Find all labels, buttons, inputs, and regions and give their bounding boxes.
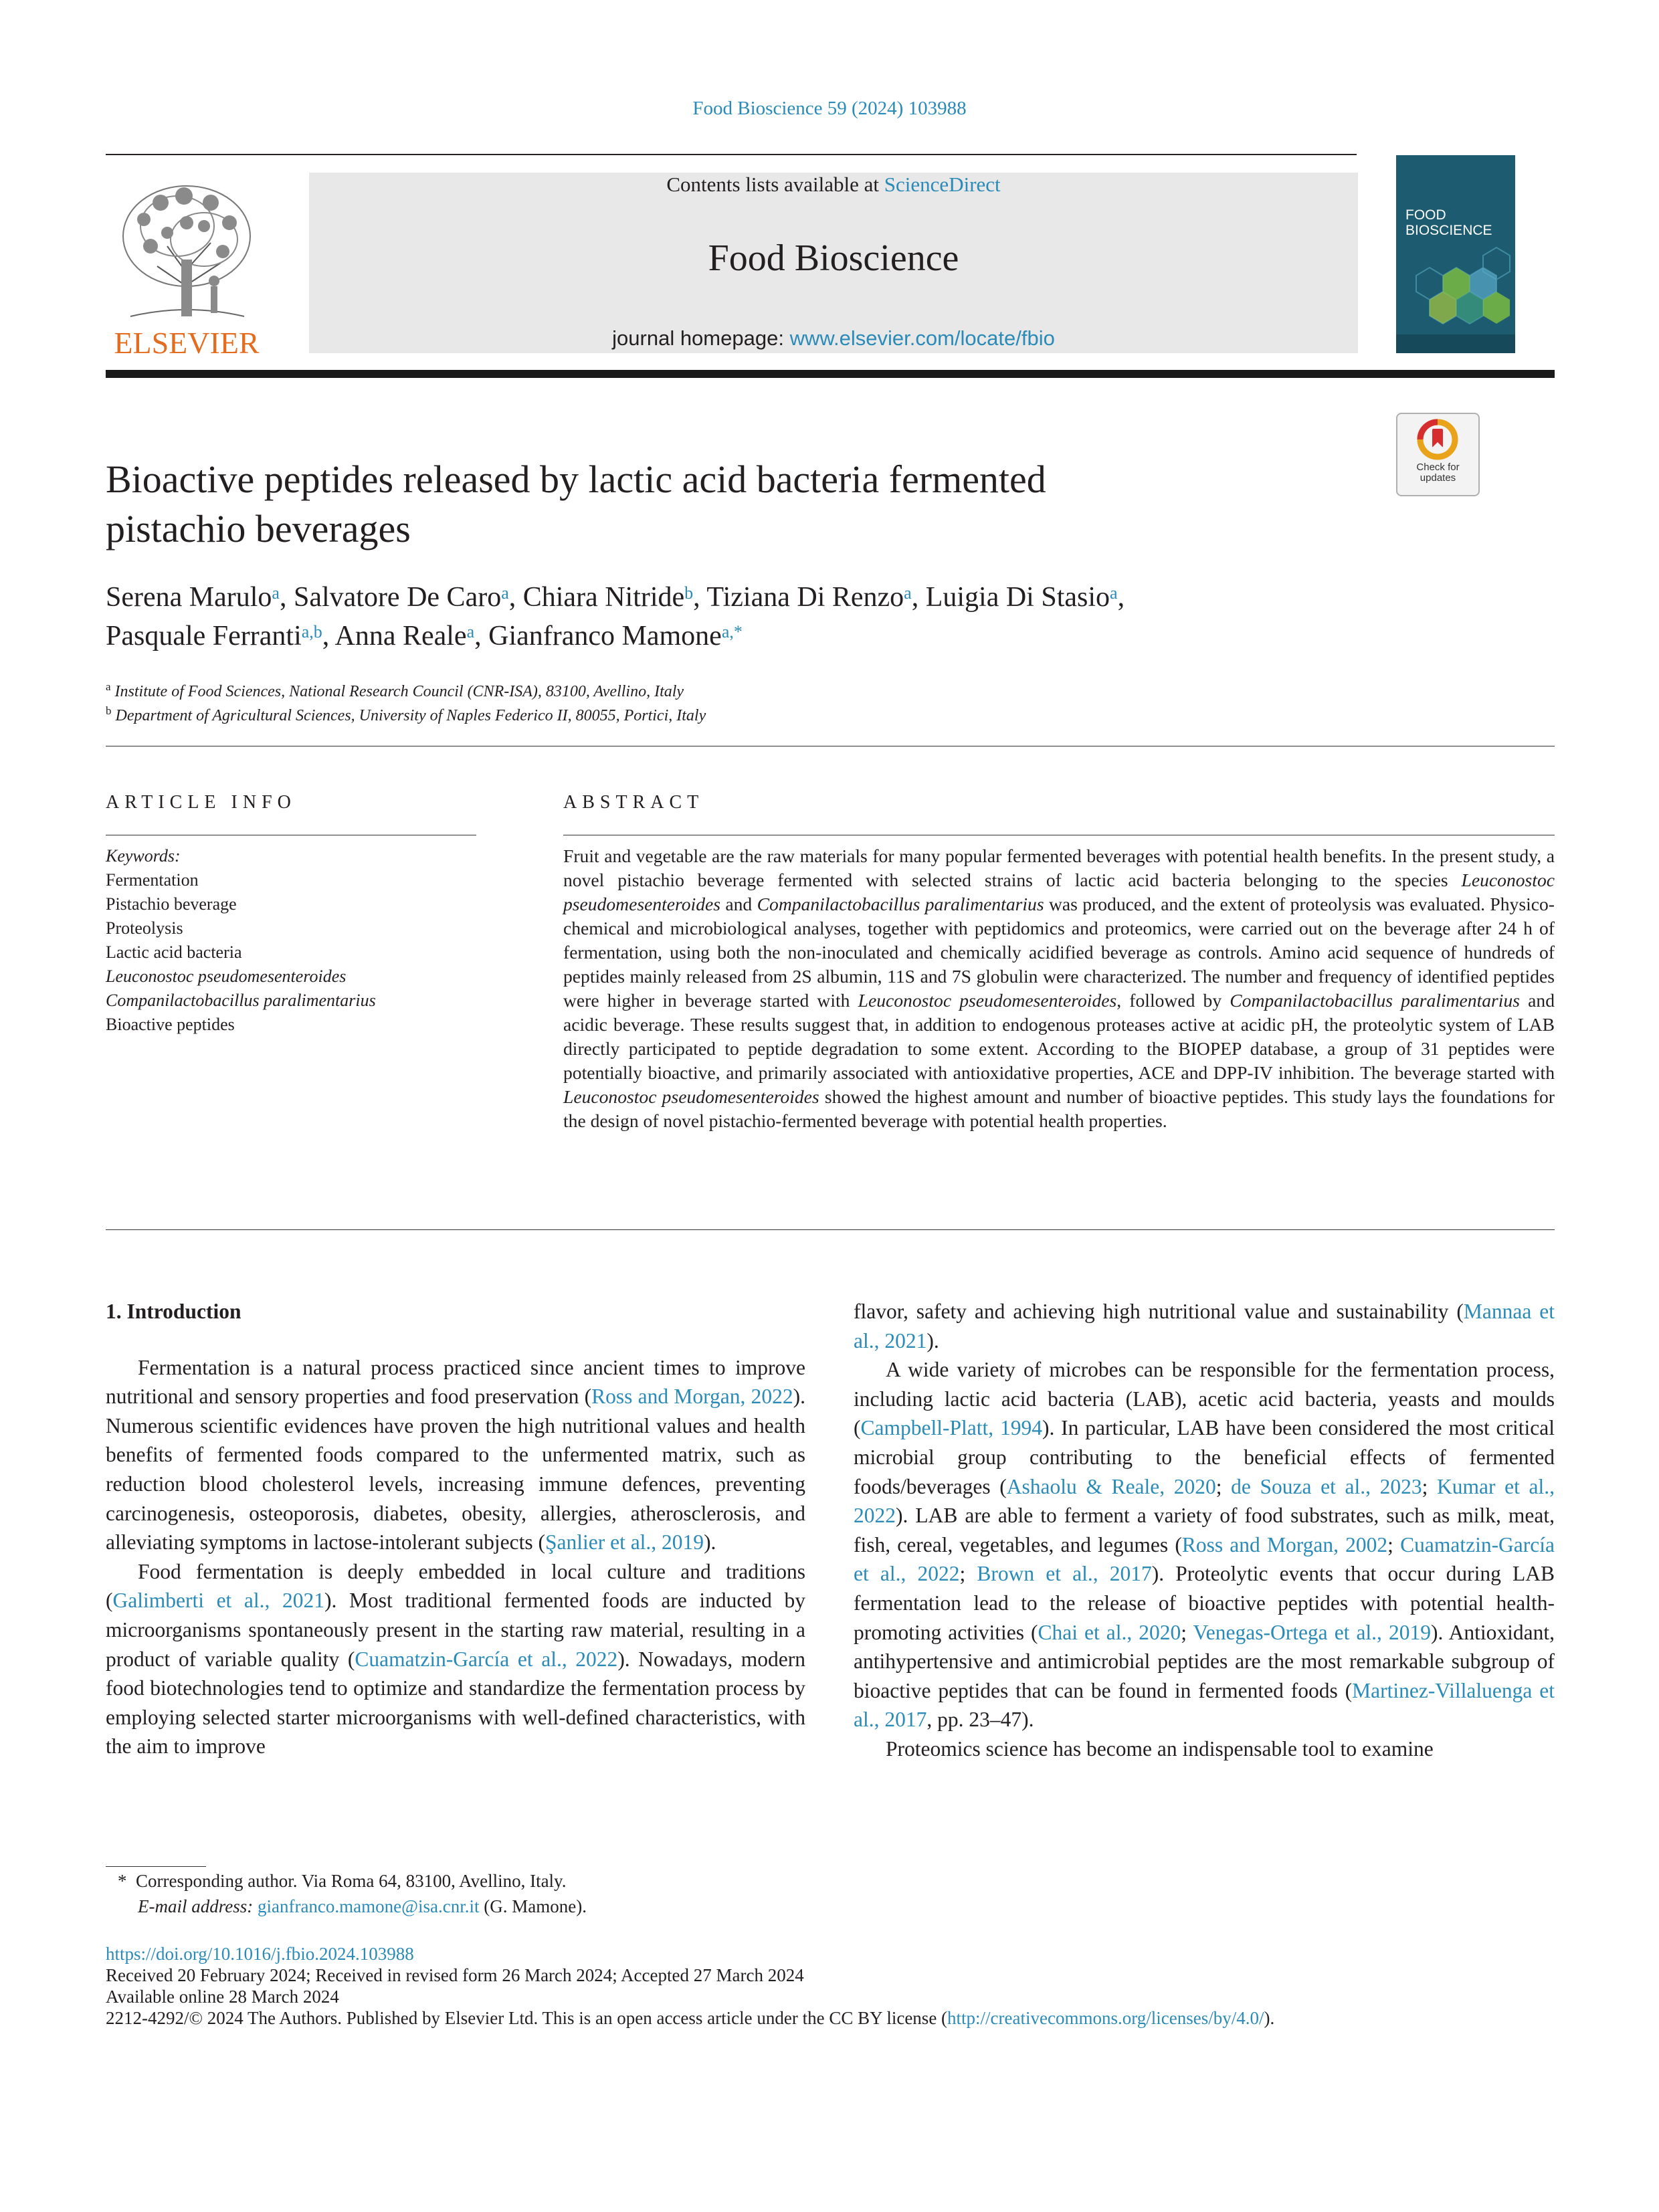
citation-link[interactable]: Şanlier et al., 2019 <box>545 1530 704 1554</box>
paragraph: Food fermentation is deeply embedded in local culture and traditions (Galimberti et al., 2021). Most traditional fermented foods are inducted by microorganisms spontaneously present in the starting raw material, resulting in a product of variable quality (Cuamatzin-García et al., 2022). Nowadays, modern food biotechnologies tend to optimize and standardize the fermentation process by employing selected starter microorganisms with well-defined characteristics, with the aim to improve <box>106 1559 805 1758</box>
author[interactable]: Anna Reale$^a$, <box>334 621 482 651</box>
paragraph: Proteomics science has become an indispensable tool to examine <box>886 1736 1434 1761</box>
license-link[interactable]: http://creativecommons.org/licenses/by/4.0/ <box>947 2008 1264 2028</box>
keyword: Bioactive peptides <box>106 1015 235 1034</box>
author[interactable]: Chiara Nitride$^b$, <box>522 582 700 613</box>
author-list <box>106 578 1544 656</box>
check-updates-icon <box>1397 414 1478 461</box>
citation-link[interactable]: Ross and Morgan, 2002 <box>1181 1532 1388 1556</box>
elsevier-wordmark: ELSEVIER <box>114 326 260 360</box>
keywords <box>106 844 480 1037</box>
keyword: Fermentation <box>106 870 199 890</box>
homepage-link[interactable]: www.elsevier.com/locate/fbio <box>789 326 1055 350</box>
keyword: Leuconostoc pseudomesenteroides <box>106 967 347 986</box>
publication-info <box>106 1943 1555 2029</box>
masthead-rule <box>106 370 1555 378</box>
affiliation: $^b$ Department of Agricultural Sciences, University of Naples Federico II, 80055, Portici, Italy <box>106 704 706 724</box>
author[interactable]: Salvatore De Caro$^a$, <box>293 582 516 613</box>
paragraph: Fermentation is a natural process practiced since ancient times to improve nutritional and sensory properties and food preservation (Ross and Morgan, 2022). Numerous scientific evidences have proven the high nutritional values and health benefits of fermented foods compared to the unfermented matrix, such as reduction blood cholesterol levels, increasing immune defences, preventing carcinogenesis, osteoporosis, diabetes, obesity, allergies, atherosclerosis, and alleviating symptoms in lactose-intolerant subjects (Şanlier et al., 2019). <box>106 1355 805 1554</box>
divider <box>106 1229 1555 1230</box>
citation-link[interactable]: Venegas-Ortega et al., 2019 <box>1193 1620 1431 1644</box>
keywords-label: Keywords: <box>106 846 181 866</box>
author[interactable]: Tiziana Di Renzo$^a$, <box>706 582 919 613</box>
citation-link[interactable]: Ashaolu & Reale, 2020 <box>1006 1474 1216 1498</box>
journal-cover[interactable] <box>1396 155 1515 353</box>
article-title: Bioactive peptides released by lactic acid bacteria fermented pistachio beverages <box>106 458 1046 550</box>
citation-link[interactable]: Mannaa et al., 2021 <box>854 1300 1555 1352</box>
body-left-column <box>106 1297 805 1761</box>
doi-link[interactable]: https://doi.org/10.1016/j.fbio.2024.103988 <box>106 1944 414 1964</box>
elsevier-tree-icon <box>104 173 270 360</box>
contents-available: Contents lists available at ScienceDirect <box>666 173 1001 196</box>
keyword: Pistachio beverage <box>106 894 237 914</box>
author[interactable]: Luigia Di Stasio$^a$, <box>925 582 1125 613</box>
elsevier-logo <box>104 173 270 360</box>
keyword: Proteolysis <box>106 918 183 938</box>
corresponding-footnote: * Corresponding author. Via Roma 64, 83100, Avellino, Italy. E-mail address: gianfranco.mamone@isa.cnr.it (G. Mamone). <box>118 1871 587 1916</box>
citation-link[interactable]: Cuamatzin-García et al., 2022 <box>854 1532 1555 1586</box>
affiliation: $^a$ Institute of Food Sciences, National Research Council (CNR-ISA), 83100, Avellino, Italy <box>106 680 684 700</box>
citation-link[interactable]: de Souza et al., 2023 <box>1231 1474 1422 1498</box>
paragraph: A wide variety of microbes can be responsible for the fermentation process, including lactic acid bacteria (LAB), acetic acid bacteria, yeasts and moulds (Campbell-Platt, 1994). In particular, LAB have been considered the most critical microbial group contributing to the beneficial effects of fermented foods/beverages (Ashaolu & Reale, 2020; de Souza et al., 2023; Kumar et al., 2022). LAB are able to ferment a variety of food substrates, such as milk, meat, fish, cereal, vegetables, and legumes (Ross and Morgan, 2002; Cuamatzin-García et al., 2022; Brown et al., 2017). Proteolytic events that occur during LAB fermentation lead to the release of bioactive peptides with potential health-promoting activities (Chai et al., 2020; Venegas-Ortega et al., 2019). Antioxidant, antihypertensive and antimicrobial peptides are the most remarkable subgroup of bioactive peptides that can be found in fermented foods (Martinez-Villaluenga et al., 2017, pp. 23–47). <box>854 1358 1555 1732</box>
article-info-heading: ARTICLE INFO <box>106 792 296 813</box>
footnote-rule <box>106 1866 206 1867</box>
citation-link[interactable]: Cuamatzin-García et al., 2022 <box>355 1647 618 1671</box>
author[interactable]: Serena Marulo$^a$, <box>106 582 287 613</box>
section-heading: 1. Introduction <box>106 1300 241 1323</box>
author[interactable]: Gianfranco Mamone$^{a,*}$ <box>488 621 743 651</box>
cover-title: FOOD BIOSCIENCE <box>1405 207 1492 238</box>
cover-artwork-icon <box>1396 155 1515 353</box>
journal-homepage: journal homepage: www.elsevier.com/locate/fbio <box>612 326 1055 350</box>
body-right-column <box>854 1297 1555 1764</box>
citation-link[interactable]: Ross and Morgan, 2022 <box>591 1385 793 1409</box>
citation-link[interactable]: Martinez-Villaluenga et al., 2017 <box>854 1678 1555 1732</box>
check-for-updates-button[interactable] <box>1396 413 1480 496</box>
journal-citation[interactable]: Food Bioscience 59 (2024) 103988 <box>692 98 967 119</box>
journal-name: Food Bioscience <box>708 237 959 279</box>
license-line: 2212-4292/© 2024 The Authors. Published by Elsevier Ltd. This is an open access article under the CC BY license (http://creativecommons.org/licenses/by/4.0/). <box>106 2008 1275 2028</box>
citation-link[interactable]: Kumar et al., 2022 <box>854 1474 1555 1528</box>
citation-link[interactable]: Campbell-Platt, 1994 <box>860 1416 1042 1440</box>
abstract-text: Fruit and vegetable are the raw materials for many popular fermented beverages with potential health benefits. In the present study, a novel pistachio beverage fermented with selected strains of lactic acid bacteria belonging to the species Leuconostoc pseudomesenteroides and Companilactobacillus paralimentarius was produced, and the extent of proteolysis was evaluated. Physico-chemical and microbiological analyses, together with peptidomics and proteomics, were carried out on the beverage after 24 h of fermentation, using both the non-inoculated and chemically acidified beverage as controls. Amino acid sequence of hundreds of peptides mainly released from 2S albumin, 11S and 7S globulin were characterized. The number and frequency of identified peptides were higher in beverage started with Leuconostoc pseudomesenteroides, followed by Companilactobacillus paralimentarius and acidic beverage. These results suggest that, in addition to endogenous proteases active at acidic pH, the proteolytic system of LAB directly participated to peptide degradation to some extent. According to the BIOPEP database, a group of 31 peptides were potentially bioactive, and primarily associated with antioxidative properties, ACE and DPP-IV inhibition. The beverage started with Leuconostoc pseudomesenteroides showed the highest amount and number of bioactive peptides. This study lays the foundations for the design of novel pistachio-fermented beverage with potential health properties. <box>563 845 1555 1131</box>
journal-masthead <box>309 173 1358 353</box>
citation-link[interactable]: Chai et al., 2020 <box>1038 1620 1181 1644</box>
keyword: Companilactobacillus paralimentarius <box>106 991 376 1010</box>
author[interactable]: Pasquale Ferranti$^{a,b}$, <box>106 621 330 651</box>
abstract-heading: ABSTRACT <box>563 792 704 813</box>
email-link[interactable]: gianfranco.mamone@isa.cnr.it <box>257 1896 480 1916</box>
dates-received: Received 20 February 2024; Received in revised form 26 March 2024; Accepted 27 March 2024 <box>106 1965 804 1985</box>
paragraph: flavor, safety and achieving high nutritional value and sustainability (Mannaa et al., 2021). <box>854 1300 1555 1352</box>
keyword: Lactic acid bacteria <box>106 942 242 962</box>
citation-link[interactable]: Brown et al., 2017 <box>977 1562 1152 1586</box>
sciencedirect-link[interactable]: ScienceDirect <box>884 173 1001 196</box>
date-available: Available online 28 March 2024 <box>106 1987 339 2007</box>
header-rule <box>106 154 1357 155</box>
check-updates-label: Check for updates <box>1416 462 1460 484</box>
citation-link[interactable]: Galimberti et al., 2021 <box>112 1589 325 1613</box>
